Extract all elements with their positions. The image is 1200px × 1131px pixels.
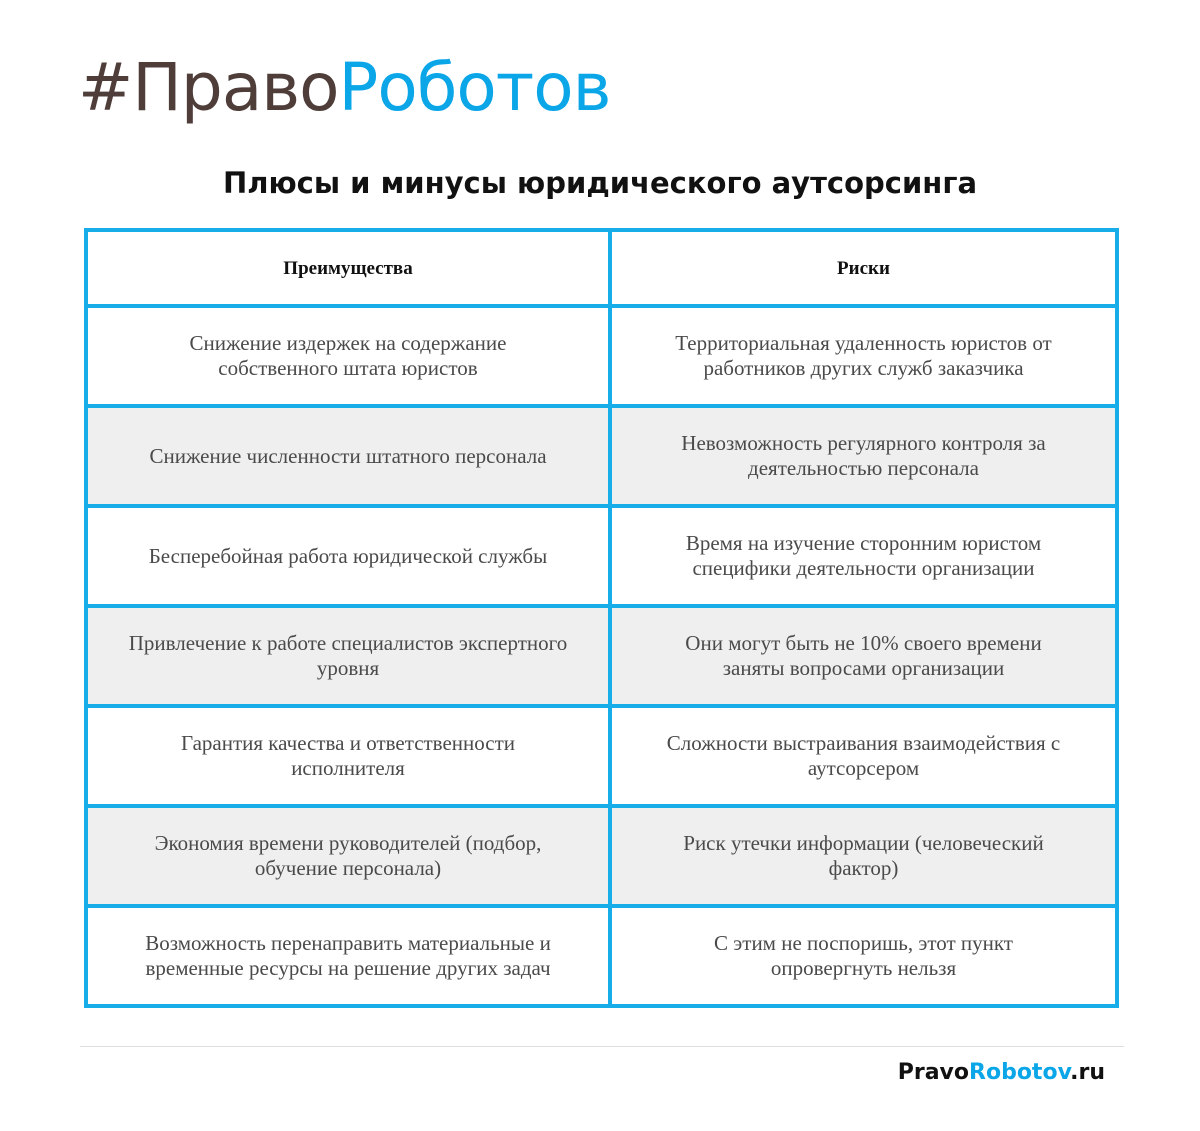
footer-part2: Robotov xyxy=(969,1060,1071,1085)
comparison-table xyxy=(84,228,1119,1008)
advantage-cell: Привлечение к работе специалистов экспертного уровня xyxy=(86,606,610,706)
risk-cell: Территориальная удаленность юристов от работников других служб заказчика xyxy=(610,306,1117,406)
risk-cell: Время на изучение сторонним юристом специфики деятельности организации xyxy=(610,506,1117,606)
logo xyxy=(78,48,611,128)
risk-cell: Невозможность регулярного контроля за деятельностью персонала xyxy=(610,406,1117,506)
risk-cell: Сложности выстраивания взаимодействия с аутсорсером xyxy=(610,706,1117,806)
advantage-cell: Бесперебойная работа юридической службы xyxy=(86,506,610,606)
footer-part3: .ru xyxy=(1070,1060,1105,1085)
footer-part1: Pravo xyxy=(897,1060,970,1085)
logo-part2: Роботов xyxy=(338,49,611,126)
page-title: Плюсы и минусы юридического аутсорсинга xyxy=(222,166,978,200)
table-row xyxy=(86,506,1117,606)
header-advantages: Преимущества xyxy=(86,230,610,306)
table-row xyxy=(86,406,1117,506)
advantage-cell: Гарантия качества и ответственности исполнителя xyxy=(86,706,610,806)
advantage-cell: Снижение издержек на содержание собственного штата юристов xyxy=(86,306,610,406)
table-row xyxy=(86,706,1117,806)
advantage-cell: Экономия времени руководителей (подбор, обучение персонала) xyxy=(86,806,610,906)
divider xyxy=(80,1046,1124,1047)
table-row xyxy=(86,906,1117,1006)
risk-cell: Риск утечки информации (человеческий фактор) xyxy=(610,806,1117,906)
risk-cell: С этим не поспоришь, этот пункт опровергнуть нельзя xyxy=(610,906,1117,1006)
footer-site xyxy=(898,1060,1105,1085)
table-row xyxy=(86,606,1117,706)
header-risks: Риски xyxy=(610,230,1117,306)
table-row xyxy=(86,306,1117,406)
table-row xyxy=(86,806,1117,906)
risk-cell: Они могут быть не 10% своего времени заняты вопросами организации xyxy=(610,606,1117,706)
advantage-cell: Возможность перенаправить материальные и временные ресурсы на решение других задач xyxy=(86,906,610,1006)
logo-part1: #Право xyxy=(78,49,339,126)
advantage-cell: Снижение численности штатного персонала xyxy=(86,406,610,506)
